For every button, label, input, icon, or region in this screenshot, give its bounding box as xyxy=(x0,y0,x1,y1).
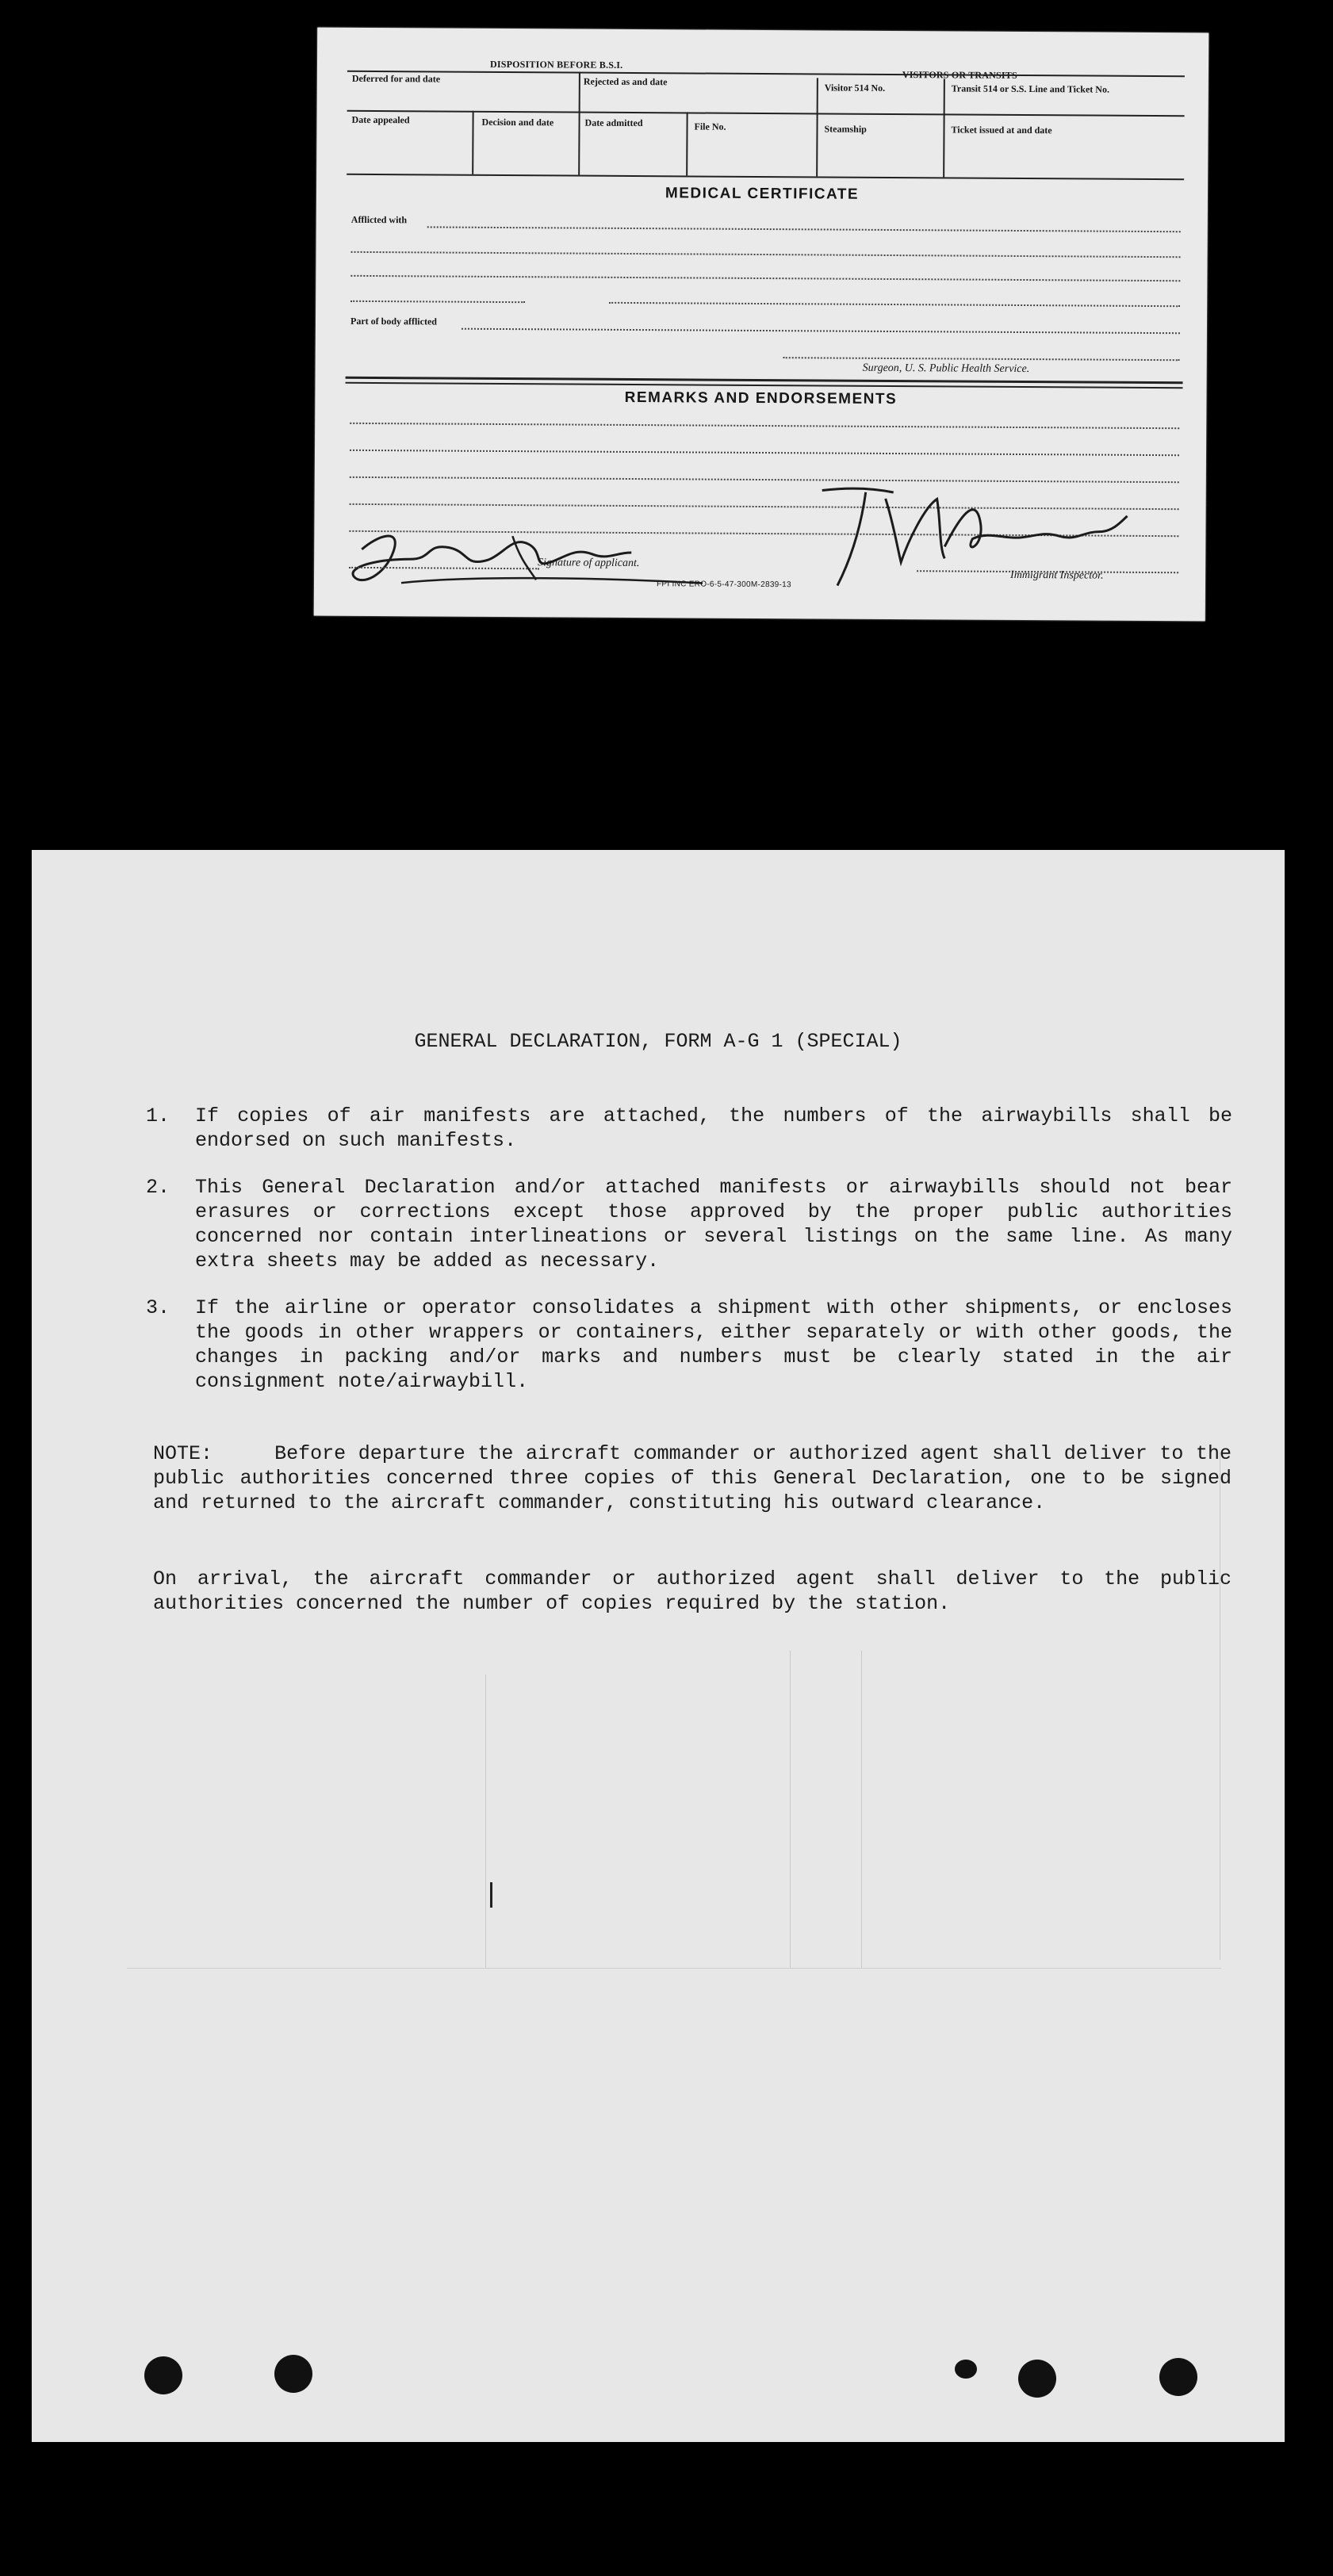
date-admitted-label: Date admitted xyxy=(584,117,643,129)
blank-line xyxy=(351,251,1181,258)
item-text: This General Declaration and/or attached manifests or airwaybills should not bear erasures or corrections except those approved by the proper public authorities concerned nor contain interlineations or several listings on the same line. As many extra sheets may be added as necessary. xyxy=(195,1176,1232,1273)
print-code: FPI INC ERO-6-5-47-300M-2839-13 xyxy=(656,580,791,590)
item-text: If copies of air manifests are attached, the numbers of the airwaybills shall be endorsed on such manifests. xyxy=(195,1104,1232,1152)
ghost-line xyxy=(485,1675,486,1968)
divider xyxy=(578,72,580,175)
note-paragraph: NOTE: Before departure the aircraft commander or authorized agent shall deliver to the public authorities concerned three copies of this General Declaration, one to be signed and returned to the aircraft commander, constituting his outward clearance. xyxy=(153,1442,1244,1514)
rejected-label: Rejected as and date xyxy=(583,75,668,88)
divider xyxy=(943,78,945,177)
ticket-issued-label: Ticket issued at and date xyxy=(951,124,1052,136)
document-title: GENERAL DECLARATION, FORM A-G 1 (SPECIAL) xyxy=(414,1030,902,1053)
blank-line xyxy=(350,275,1180,281)
disposition-header: DISPOSITION BEFORE B.S.I. xyxy=(489,58,623,71)
list-item xyxy=(146,1175,1232,1273)
part-of-body-label: Part of body afflicted xyxy=(350,315,438,327)
punch-hole xyxy=(1018,2360,1056,2398)
ghost-line xyxy=(790,1651,791,1968)
list-item xyxy=(146,1104,1232,1153)
afflicted-line xyxy=(427,226,1181,232)
arrival-paragraph: On arrival, the aircraft commander or authorized agent shall deliver to the public authorities concerned the number of copies required by the station. xyxy=(153,1567,1231,1615)
afflicted-label: Afflicted with xyxy=(350,213,408,226)
punch-hole xyxy=(144,2356,182,2394)
deferred-label: Deferred for and date xyxy=(351,72,441,85)
row-rule xyxy=(347,174,1184,180)
remarks-line xyxy=(350,423,1179,429)
applicant-signature-icon xyxy=(330,503,711,601)
remarks-title: REMARKS AND ENDORSEMENTS xyxy=(624,389,898,408)
immigration-card xyxy=(314,28,1209,622)
header-rule xyxy=(347,71,1185,77)
ghost-line xyxy=(127,1968,1221,1969)
immigrant-inspector-label: Immigrant Inspector. xyxy=(1010,568,1104,582)
general-declaration-page xyxy=(32,850,1285,2442)
punch-hole xyxy=(955,2360,977,2379)
divider xyxy=(686,112,688,175)
remarks-line xyxy=(350,450,1179,456)
divider xyxy=(816,78,818,176)
blank-line xyxy=(609,302,1180,307)
item-number: 2. xyxy=(146,1176,170,1199)
item-number: 1. xyxy=(146,1104,170,1127)
divider xyxy=(472,111,473,174)
blank-line xyxy=(350,300,525,303)
date-appealed-label: Date appealed xyxy=(351,113,410,126)
part-of-body-line xyxy=(462,328,1180,335)
decision-label: Decision and date xyxy=(481,116,554,128)
punch-hole xyxy=(1159,2358,1197,2396)
steamship-label: Steamship xyxy=(824,123,867,135)
ghost-line xyxy=(861,1651,862,1968)
medical-certificate-title: MEDICAL CERTIFICATE xyxy=(665,185,860,203)
visitor-no-label: Visitor 514 No. xyxy=(824,82,886,94)
item-text: If the airline or operator consolidates a shipment with other shipments, or encloses the goods in other wrappers or containers, either separately or with other goods, the changes in packing and/or marks and numbers must be clearly stated in the air consignment note/airwaybill. xyxy=(195,1296,1232,1393)
signature-applicant-label: Signature of applicant. xyxy=(538,557,640,570)
surgeon-label: Surgeon, U. S. Public Health Service. xyxy=(862,362,1030,376)
file-no-label: File No. xyxy=(694,121,726,132)
pen-mark xyxy=(490,1882,492,1908)
transit-label: Transit 514 or S.S. Line and Ticket No. xyxy=(951,82,1110,95)
surgeon-line xyxy=(783,357,1180,361)
punch-hole xyxy=(274,2355,312,2393)
list-item xyxy=(146,1296,1232,1394)
item-number: 3. xyxy=(146,1296,170,1319)
